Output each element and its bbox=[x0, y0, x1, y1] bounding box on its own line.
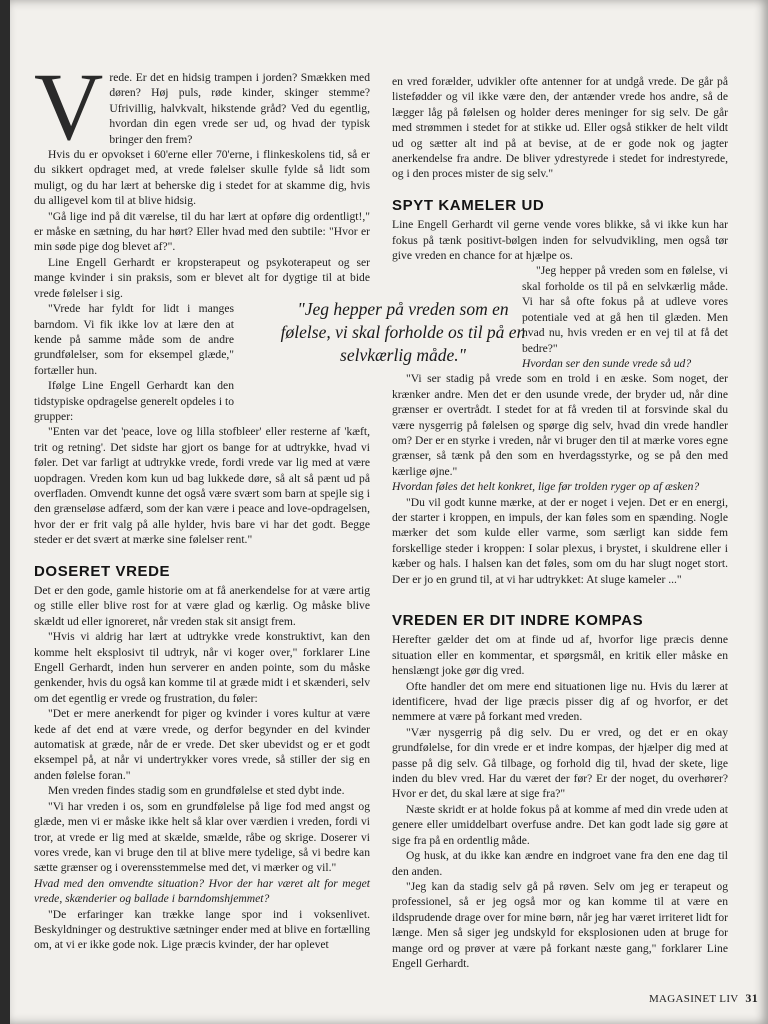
paragraph: "Enten var det 'peace, love og lilla stofbleer' eller resterne af 'kæft, trit og retning'. Det sidste har gjort os bange for at udtrykke, hvad vi føler. Det var farligt at udtrykke vrede, fordi vrede var lig med at være uopdragen. Vreden kom kun ud bag lukkede døre, så alt så pænt ud på overfladen. Omvendt kunne det også være svært som barn at spejle sig i den grænseløse adfærd, som der kan være i peace and love-opdragelsen, hvor der er frit valg på alle hylder, hvis bare vi har det godt. Begge steder er det svært at mærke sine følelser rent." bbox=[34, 425, 370, 547]
paragraph: Line Engell Gerhardt vil gerne vende vores blikke, så vi ikke kun har fokus på tænk positivt-bølgen inden for selvudvikling, men også tør give vreden en chance for at hjælpe os. bbox=[392, 218, 728, 263]
pull-quote: "Jeg hepper på vreden som en følelse, vi skal forholde os til på en selvkærlig måde." bbox=[280, 299, 526, 365]
paragraph: en vred forælder, udvikler ofte antenner for at undgå vrede. De går på listefødder og vil ikke være den, der antænder vrede hos andre, så de lægger låg på følelsen og holder deres meninger for sig selv. De går med strømmen i stedet for at stikke ud. Eller også stikker de helt vildt ud og sætter alt ind på at bevise, at de er gode nok og jagter anerkendelse fra andre. De bliver ydrestyrede i stedet for indrestyrede, og i den proces mister de sig selv." bbox=[392, 75, 728, 181]
magazine-name: MAGASINET LIV bbox=[648, 993, 739, 1005]
interview-question: Hvordan føles det helt konkret, lige før trolden ryger op af æsken? bbox=[392, 480, 700, 494]
paragraph: "Gå lige ind på dit værelse, til du har lært at opføre dig ordentligt!," er måske en sætning, du har hørt? Eller hvad med den subtile: "Hvor er min søde pige dog blevet af?". bbox=[34, 209, 370, 254]
paragraph: Line Engell Gerhardt er kropsterapeut og psykoterapeut og ser mange kvinder i sin praksis, som er blevet alt for dygtige til at bide vrede følelser i sig. bbox=[34, 255, 370, 300]
paragraph: "Det er mere anerkendt for piger og kvinder i vores kultur at være kede af det end at være vrede, og derfor begynder en del kvinder automatisk at græde, når de er vrede. Det sker ubevidst og er et godt eksempel på, at når vi undertrykker vores vrede, så stiller der sig en anden følelse foran." bbox=[34, 707, 370, 782]
paragraph: Og husk, at du ikke kan ændre en indgroet vane fra den ene dag til den anden. bbox=[392, 849, 728, 878]
left-column bbox=[34, 53, 370, 953]
paragraph: "Vi ser stadig på vrede som en trold i en æske. Som noget, der krænker andre. Men det er den usunde vrede, der bryder ud, når dine grænser er overtrådt. I stedet for at få vreden til at forsvinde skal du være nysgerrig på følelsen og spørge dig selv, hvad din vrede handler om? Der er en styrke i vreden, når vi bruger den til at mærke vores egne grænser, så tænk på den som en hverdagsstyrke, og se på den med kærlige øjne." bbox=[392, 372, 728, 478]
drop-cap: V bbox=[34, 53, 104, 160]
paragraph: "Jeg hepper på vreden som en følelse, vi skal forholde os til på en selvkærlig måde. Vi har så ofte fokus på at udleve vores potentiale ved at gå hen til glæden. Men hvad nu, hvis vreden er en vej til at få det bedre?" bbox=[522, 264, 728, 355]
interview-question: Hvad med den omvendte situation? Hvor der har været alt for meget vrede, skænderier og ballade i barndomshjemmet? bbox=[34, 876, 370, 906]
paragraph: Ifølge Line Engell Gerhardt kan den tidstypiske opdragelse generelt opdeles i to grupper: bbox=[34, 379, 234, 423]
paragraph: Herefter gælder det om at finde ud af, hvorfor lige præcis denne situation eller en kommentar, et spørgsmål, en kritik eller måske en henslængt joke gør dig vred. bbox=[392, 633, 728, 678]
paragraph: Ofte handler det om mere end situationen lige nu. Hvis du lærer at identificere, hvad der lige præcis pisser dig af og hvorfor, er det nemmere at være på forkant med vreden. bbox=[392, 679, 728, 724]
paragraph: "Jeg kan da stadig selv gå på røven. Selv om jeg er terapeut og professionel, så er jeg også mor og kan komme til at være en ildsprudende drage over for mine børn, når jeg har været irriteret lidt for længe. Men så siger jeg undskyld for eksplosionen uden at bruge for mange ord og prøver at være på forkant næste gang," forklarer Line Engell Gerhardt. bbox=[392, 879, 728, 970]
right-column bbox=[392, 74, 728, 971]
section-heading: DOSERET VREDE bbox=[34, 562, 171, 580]
paragraph: Men vreden findes stadig som en grundfølelse et sted dybt inde. bbox=[48, 784, 345, 798]
paragraph: "Hvis vi aldrig har lært at udtrykke vrede konstruktivt, kan den komme helt eksplosivt til udtryk, når vi koger over," forklarer Line Engell Gerhardt, inden hun serverer en anden pointe, som du måske genkender, hvis du også kan komme til at græde midt i et skænderi, selv om det egentlig er vrede og frustration, du føler: bbox=[34, 630, 370, 705]
paragraph: Næste skridt er at holde fokus på at komme af med din vrede uden at genere eller umiddelbart overfuse andre. Det kan godt lade sig gøre at sige fra på en ordentlig måde. bbox=[392, 802, 728, 847]
paragraph: Det er den gode, gamle historie om at få anerkendelse for at være artig og stille eller blive rost for at være glad og kærlig. Og måske blive skældt ud eller ignoreret, når vreden stak sit ansigt frem. bbox=[34, 584, 370, 628]
interview-question: Hvordan ser den sunde vrede så ud? bbox=[522, 356, 692, 370]
paragraph: "Vær nysgerrig på dig selv. Du er vred, og det er en okay grundfølelse, for din vrede er et indre kompas, der hjælper dig med at passe på dig selv. Gå tilbage, og forhold dig til, hvad der skete, lige inden du blev vred. Har du været der før? Er der noget, du overhører? Hvor er det, du skal lære at sige fra?" bbox=[392, 725, 728, 801]
paragraph: "Vrede har fyldt for lidt i manges barndom. Vi fik ikke lov at lære den at kende på samme måde som de andre grundfølelser, som for eksempel glæde," fortæller hun. bbox=[34, 302, 234, 377]
paragraph: "Vi har vreden i os, som en grundfølelse på lige fod med angst og glæde, men vi er måske ikke helt så klar over værdien i vreden, fordi vi tror, at vrede er lig med at skælde, smælde, råbe og skrige. Doserer vi vores vrede, kan vi bruge den til at blive mere tydelige, så vi bedre kan sætte grænser og i overensstemmelse med det, vi mærker og vil." bbox=[34, 799, 370, 875]
magazine-page bbox=[10, 0, 768, 1024]
section-heading: SPYT KAMELER UD bbox=[392, 196, 545, 214]
paragraph: rede. Er det en hidsig trampen i jorden? Smækken med døren? Høj puls, røde kinder, skinger stemme? Ufrivillig, halvkvalt, hikstende gråd? Ved du egentlig, hvordan din egen vrede ser ud, og hvad der typisk bringer den frem? bbox=[109, 71, 370, 146]
page-footer bbox=[649, 991, 758, 1006]
section-heading: VREDEN ER DIT INDRE KOMPAS bbox=[392, 612, 644, 629]
paragraph: Hvis du er opvokset i 60'erne eller 70'erne, i flinkeskolens tid, så er du sikkert opdraget med, at vrede følelser skulle fylde så lidt som muligt, og du har lært at beherske dig i stedet for at skamme dig, hvis du alligevel kom til at blive hidsig. bbox=[34, 148, 370, 208]
paragraph: "Du vil godt kunne mærke, at der er noget i vejen. Det er en energi, der starter i kroppen, en impuls, der kan føles som en spænding. Nogle mærker det som kulde eller varme, som særligt kan sidde fem forskellige steder i kroppen: I solar plexus, i brystet, i skuldrene eller i kæber og hals. I halsen kan det føles, som om du har slugt noget stort. Der er jo en grund til, at vi har udtrykket: At sluge kameler ..." bbox=[392, 495, 728, 586]
page-number: 31 bbox=[745, 991, 758, 1005]
paragraph: "De erfaringer kan trække lange spor ind i voksenlivet. Beskyldninger og destruktive sætninger ender med at blive en fortælling om, at vi er ikke gode nok. Lige præcis kvinder, der har oplevet bbox=[34, 907, 370, 952]
